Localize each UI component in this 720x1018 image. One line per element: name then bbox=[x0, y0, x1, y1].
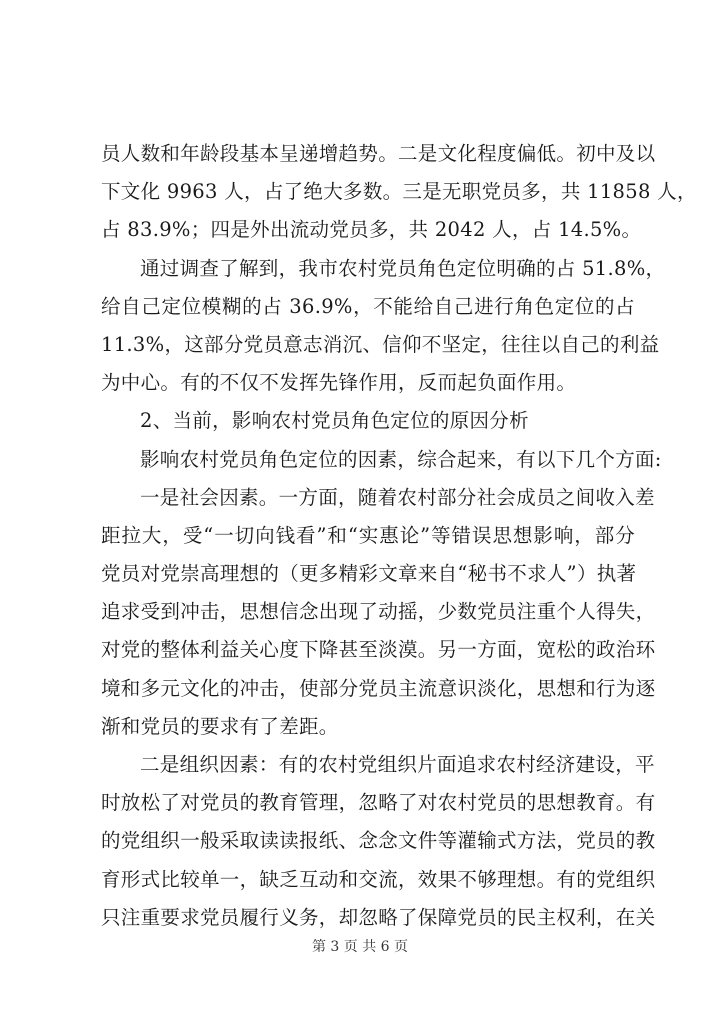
page-number-footer: 第 3 页 共 6 页 bbox=[311, 939, 409, 955]
text-line: 11.3%，这部分党员意志消沉、信仰不坚定，往往以自己的利益 bbox=[101, 332, 660, 356]
text-line: 员人数和年龄段基本呈递增趋势。二是文化程度偏低。初中及以 bbox=[101, 142, 656, 165]
text-line: 只注重要求党员履行义务，却忽略了保障党员的民主权利，在关 bbox=[101, 905, 656, 929]
text-line: 时放松了对党员的教育管理，忽略了对农村党员的思想教育。有 bbox=[101, 791, 656, 815]
text-line: 距拉大，受“一切向钱看”和“实惠论”等错误思想影响，部分 bbox=[101, 523, 635, 547]
text-line: 追求受到冲击，思想信念出现了动摇，少数党员注重个人得失， bbox=[101, 600, 656, 624]
paragraph-start-line: 通过调查了解到，我市农村党员角色定位明确的占 51.8%， bbox=[140, 256, 666, 280]
text-line: 境和多元文化的冲击，使部分党员主流意识淡化，思想和行为逐 bbox=[101, 676, 656, 700]
section-heading: 2、当前，影响农村党员角色定位的原因分析 bbox=[140, 409, 529, 433]
text-line: 的党组织一般采取读读报纸、念念文件等灌输式方法，党员的教 bbox=[101, 829, 656, 853]
text-line: 对党的整体利益关心度下降甚至淡漠。另一方面，宽松的政治环 bbox=[101, 638, 656, 662]
paragraph-start-line: 影响农村党员角色定位的因素，综合起来，有以下几个方面: bbox=[140, 447, 662, 471]
text-line: 给自己定位模糊的占 36.9%，不能给自己进行角色定位的占 bbox=[101, 294, 635, 318]
text-line: 占 83.9%；四是外出流动党员多，共 2042 人，占 14.5%。 bbox=[101, 218, 642, 242]
paragraph-start-line: 一是社会因素。一方面，随着农村部分社会成员之间收入差 bbox=[140, 485, 655, 509]
text-line: 党员对党崇高理想的（更多精彩文章来自“秘书不求人”）执著 bbox=[101, 562, 637, 586]
text-line: 为中心。有的不仅不发挥先锋作用，反而起负面作用。 bbox=[101, 371, 577, 395]
paragraph-start-line: 二是组织因素：有的农村党组织片面追求农村经济建设，平 bbox=[140, 753, 655, 776]
text-line: 育形式比较单一，缺乏互动和交流，效果不够理想。有的党组织 bbox=[101, 867, 656, 891]
text-line: 下文化 9963 人，占了绝大多数。三是无职党员多，共 11858 人， bbox=[101, 180, 697, 204]
document-page-body bbox=[101, 135, 697, 937]
text-line: 渐和党员的要求有了差距。 bbox=[101, 714, 339, 738]
